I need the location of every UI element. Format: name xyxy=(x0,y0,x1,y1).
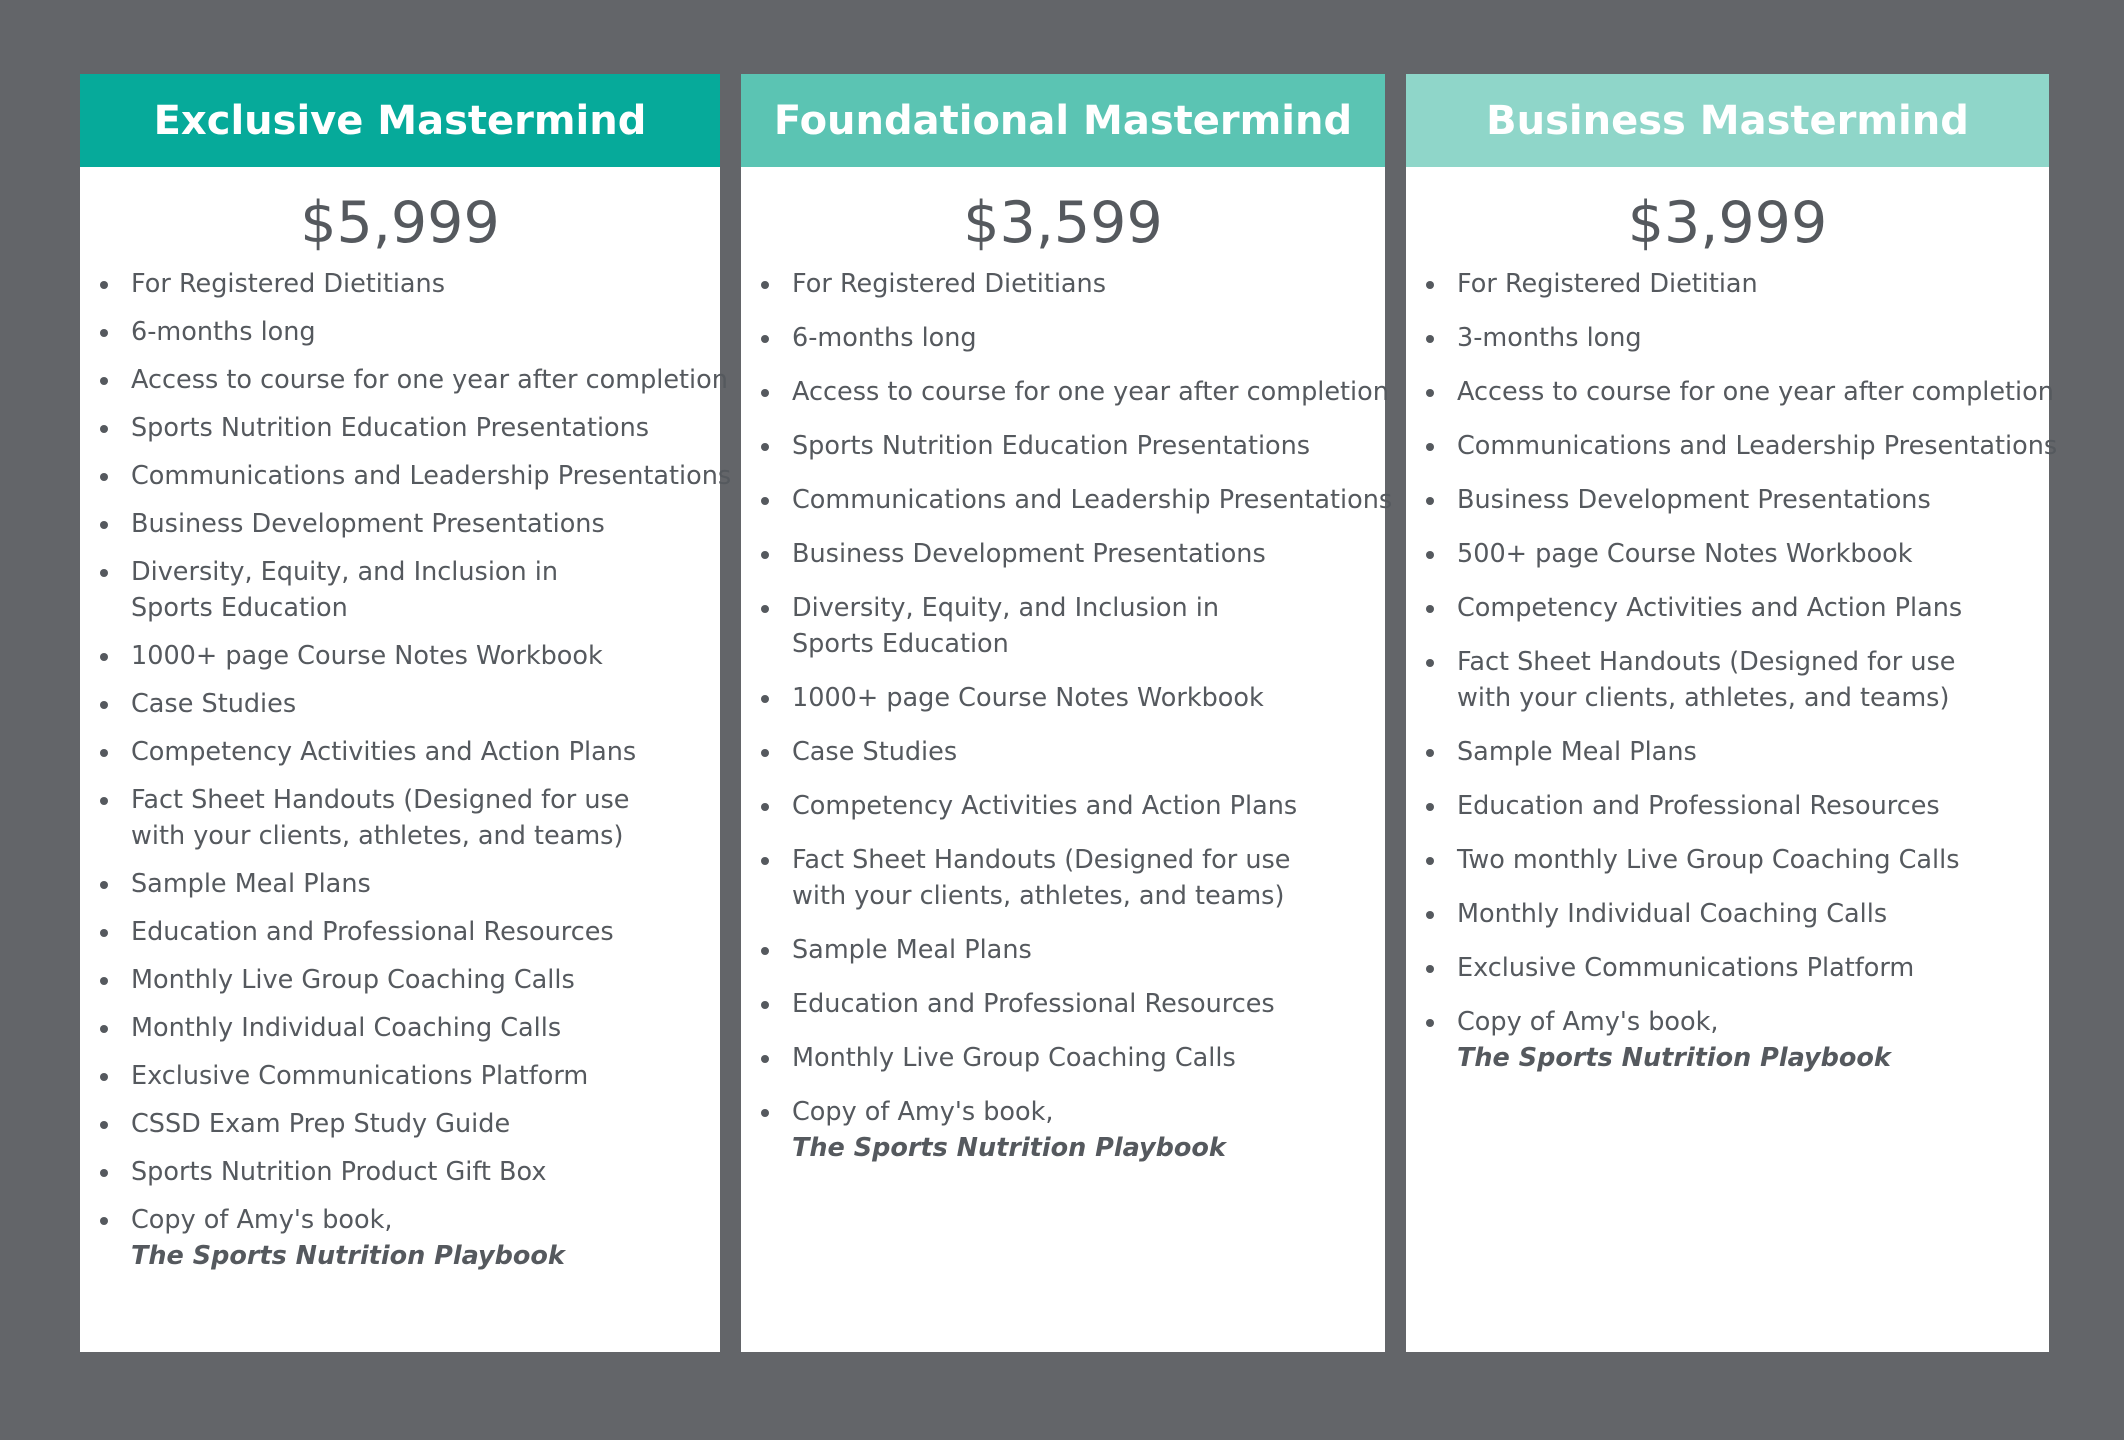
feature-item xyxy=(1406,482,2049,518)
feature-item xyxy=(80,686,720,722)
book-title: The Sports Nutrition Playbook xyxy=(131,1241,565,1271)
feature-text: 1000+ page Course Notes Workbook xyxy=(131,641,603,671)
feature-item xyxy=(80,866,720,902)
feature-item xyxy=(80,638,720,674)
feature-list xyxy=(80,266,732,1274)
feature-item xyxy=(741,266,1385,302)
feature-text: Sample Meal Plans xyxy=(131,869,371,899)
feature-item xyxy=(1406,536,2049,572)
feature-text-continued: with your clients, athletes, and teams) xyxy=(1457,683,1950,713)
feature-item xyxy=(741,986,1385,1022)
feature-text-continued: with your clients, athletes, and teams) xyxy=(792,881,1285,911)
feature-text: CSSD Exam Prep Study Guide xyxy=(131,1109,511,1139)
feature-text: Competency Activities and Action Plans xyxy=(131,737,637,767)
feature-text: 1000+ page Course Notes Workbook xyxy=(792,683,1264,713)
feature-item xyxy=(741,788,1385,824)
feature-list xyxy=(1406,266,2058,1076)
feature-text-continued: Sports Education xyxy=(792,629,1009,659)
feature-text: Communications and Leadership Presentations xyxy=(131,461,732,491)
feature-item xyxy=(1406,266,2049,302)
feature-text: Business Development Presentations xyxy=(1457,485,1931,515)
feature-item xyxy=(1406,644,2049,716)
feature-text: Business Development Presentations xyxy=(131,509,605,539)
feature-text: Sports Nutrition Education Presentations xyxy=(792,431,1311,461)
feature-text: Sample Meal Plans xyxy=(792,935,1032,965)
feature-text: Sample Meal Plans xyxy=(1457,737,1697,767)
feature-text: Competency Activities and Action Plans xyxy=(792,791,1298,821)
feature-text-continued: Sports Education xyxy=(131,593,348,623)
feature-text: Communications and Leadership Presentations xyxy=(1457,431,2058,461)
feature-item xyxy=(80,1010,720,1046)
feature-text-continued: with your clients, athletes, and teams) xyxy=(131,821,624,851)
feature-list xyxy=(741,266,1393,1166)
feature-item xyxy=(80,506,720,542)
feature-item xyxy=(741,1040,1385,1076)
feature-text: Access to course for one year after completion xyxy=(131,365,728,395)
feature-item xyxy=(741,320,1385,356)
feature-item xyxy=(80,1154,720,1190)
feature-item xyxy=(741,932,1385,968)
feature-text: Education and Professional Resources xyxy=(131,917,614,947)
feature-text: Education and Professional Resources xyxy=(792,989,1275,1019)
feature-item xyxy=(80,1106,720,1142)
feature-text: Exclusive Communications Platform xyxy=(131,1061,589,1091)
feature-text: Case Studies xyxy=(792,737,958,767)
feature-item xyxy=(80,410,720,446)
feature-item xyxy=(1406,590,2049,626)
feature-text: Monthly Individual Coaching Calls xyxy=(1457,899,1888,929)
feature-text: Business Development Presentations xyxy=(792,539,1266,569)
feature-text: For Registered Dietitian xyxy=(1457,269,1758,299)
feature-item xyxy=(80,266,720,302)
plan-card-business xyxy=(1406,74,2058,1352)
book-title: The Sports Nutrition Playbook xyxy=(792,1133,1226,1163)
feature-item xyxy=(80,362,728,398)
feature-item xyxy=(1406,896,2049,932)
feature-item xyxy=(80,458,732,494)
plan-card-foundational xyxy=(741,74,1393,1352)
feature-item xyxy=(80,734,720,770)
feature-item xyxy=(741,482,1393,518)
feature-text: 6-months long xyxy=(131,317,316,347)
feature-item xyxy=(1406,788,2049,824)
feature-item xyxy=(1406,320,2049,356)
feature-text: For Registered Dietitians xyxy=(131,269,446,299)
feature-text: 3-months long xyxy=(1457,323,1642,353)
plan-title: Foundational Mastermind xyxy=(741,74,1385,167)
feature-item xyxy=(1406,950,2049,986)
feature-item xyxy=(741,536,1385,572)
feature-text: Copy of Amy's book, xyxy=(792,1097,1054,1127)
feature-text: Sports Nutrition Education Presentations xyxy=(131,413,650,443)
feature-text: 500+ page Course Notes Workbook xyxy=(1457,539,1913,569)
plan-price: $3,999 xyxy=(1627,190,1828,256)
feature-item xyxy=(80,962,720,998)
feature-text: Monthly Live Group Coaching Calls xyxy=(131,965,575,995)
feature-text: Copy of Amy's book, xyxy=(1457,1007,1719,1037)
feature-item xyxy=(1406,734,2049,770)
feature-item-book xyxy=(80,1202,720,1274)
feature-item xyxy=(1406,428,2058,464)
feature-text: Competency Activities and Action Plans xyxy=(1457,593,1963,623)
plan-card-exclusive xyxy=(80,74,732,1352)
feature-text: Fact Sheet Handouts (Designed for use xyxy=(1457,647,1956,677)
feature-item-book xyxy=(1406,1004,2049,1076)
feature-text: Education and Professional Resources xyxy=(1457,791,1940,821)
feature-text: 6-months long xyxy=(792,323,977,353)
feature-text: Access to course for one year after completion xyxy=(1457,377,2054,407)
feature-item-book xyxy=(741,1094,1385,1166)
feature-item xyxy=(741,734,1385,770)
feature-text: Monthly Individual Coaching Calls xyxy=(131,1013,562,1043)
feature-item xyxy=(741,842,1385,914)
feature-text: Monthly Live Group Coaching Calls xyxy=(792,1043,1236,1073)
feature-text: Communications and Leadership Presentations xyxy=(792,485,1393,515)
feature-item xyxy=(80,554,720,626)
feature-item xyxy=(80,914,720,950)
feature-item xyxy=(1406,374,2054,410)
feature-text: Two monthly Live Group Coaching Calls xyxy=(1457,845,1960,875)
feature-item xyxy=(741,374,1389,410)
feature-text: Sports Nutrition Product Gift Box xyxy=(131,1157,547,1187)
book-title: The Sports Nutrition Playbook xyxy=(1457,1043,1891,1073)
feature-text: Fact Sheet Handouts (Designed for use xyxy=(792,845,1291,875)
feature-item xyxy=(741,428,1385,464)
plan-price: $3,599 xyxy=(963,190,1163,256)
feature-item xyxy=(741,590,1385,662)
feature-item xyxy=(741,680,1385,716)
feature-text: Case Studies xyxy=(131,689,297,719)
feature-text: Copy of Amy's book, xyxy=(131,1205,393,1235)
feature-item xyxy=(80,314,720,350)
feature-item xyxy=(1406,842,2049,878)
feature-text: Diversity, Equity, and Inclusion in xyxy=(131,557,559,587)
feature-text: Diversity, Equity, and Inclusion in xyxy=(792,593,1220,623)
feature-item xyxy=(80,1058,720,1094)
feature-item xyxy=(80,782,720,854)
feature-text: Fact Sheet Handouts (Designed for use xyxy=(131,785,630,815)
feature-text: For Registered Dietitians xyxy=(792,269,1107,299)
plan-price: $5,999 xyxy=(300,190,500,256)
feature-text: Exclusive Communications Platform xyxy=(1457,953,1915,983)
plan-title: Exclusive Mastermind xyxy=(80,74,720,167)
plan-title: Business Mastermind xyxy=(1406,74,2049,167)
feature-text: Access to course for one year after completion xyxy=(792,377,1389,407)
